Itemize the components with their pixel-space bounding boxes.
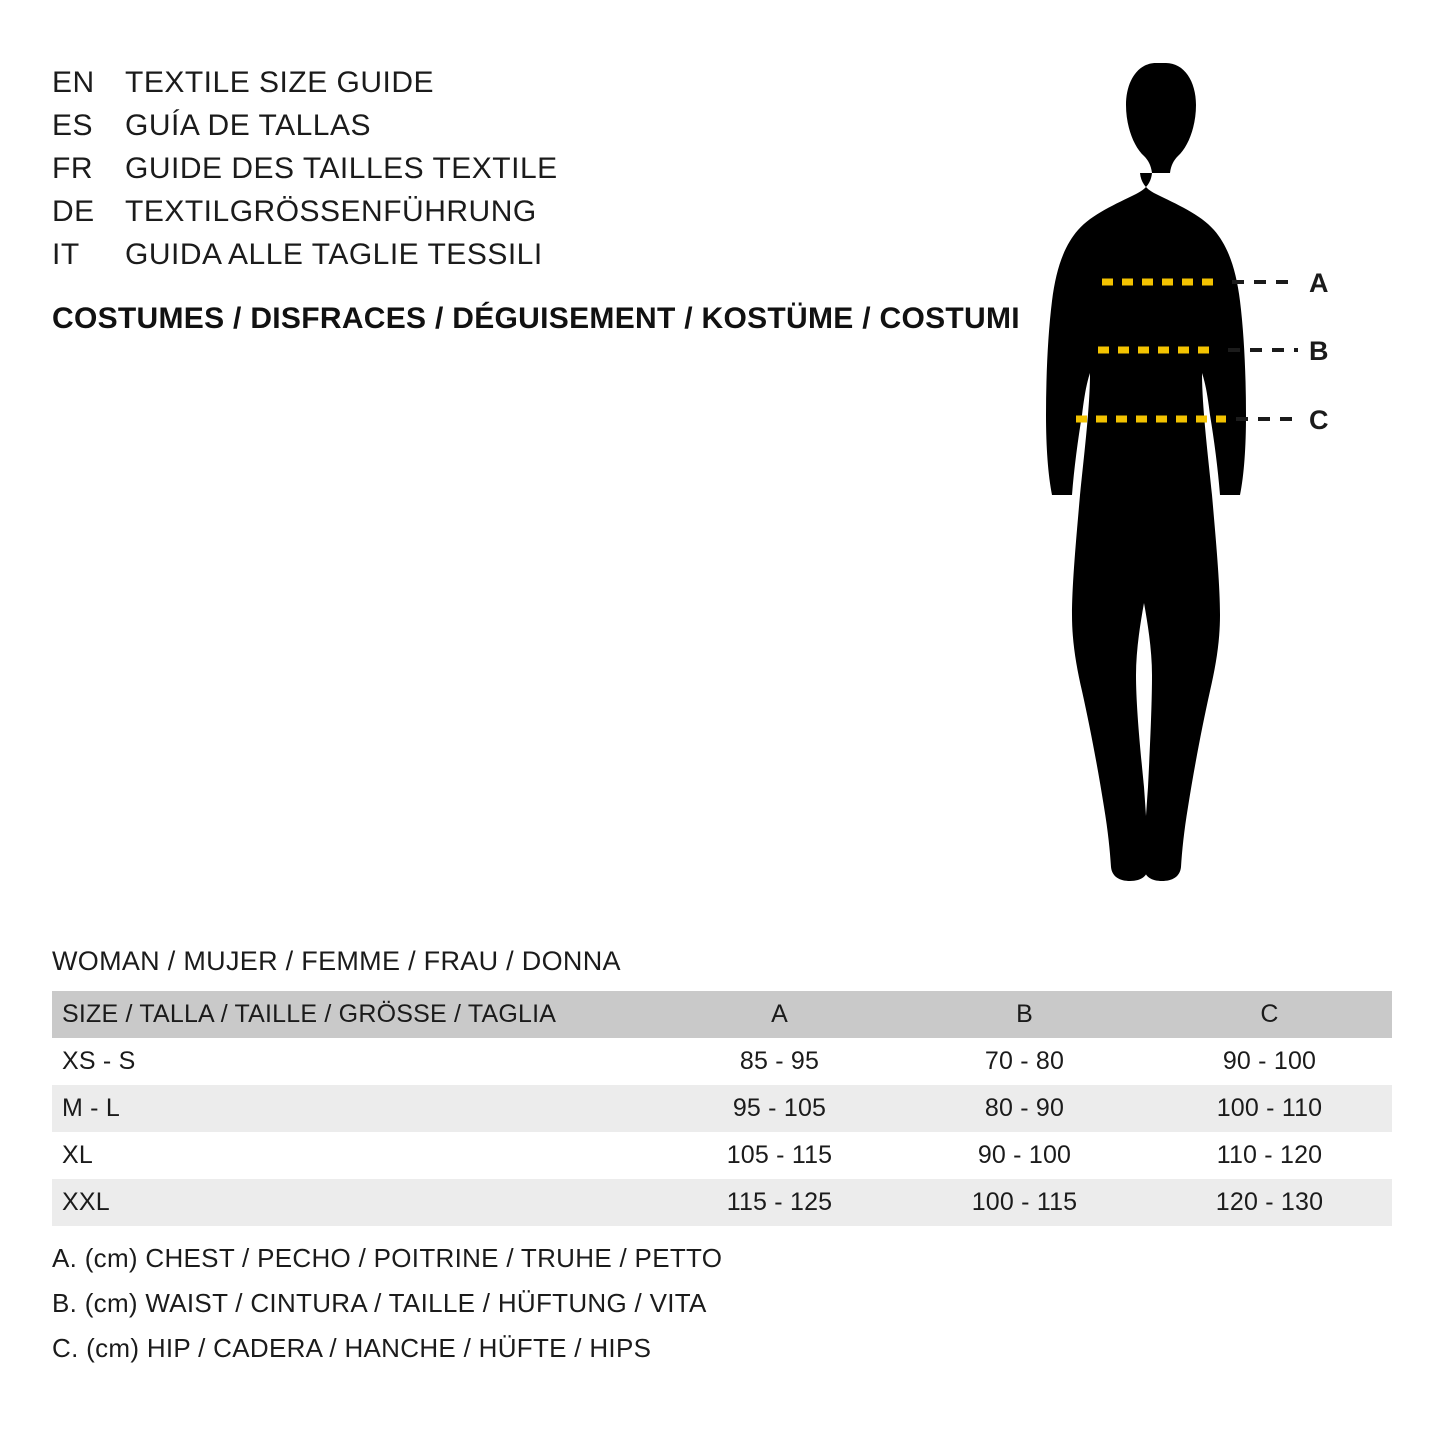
- column-header-a: A: [771, 1000, 788, 1028]
- silhouette-icon: [1020, 55, 1390, 895]
- column-header-size: SIZE / TALLA / TAILLE / GRÖSSE / TAGLIA: [62, 1000, 557, 1028]
- cell-size: XS - S: [62, 1047, 136, 1075]
- table-row: [52, 1085, 1392, 1132]
- table-row: [52, 1179, 1392, 1226]
- table-caption: WOMAN / MUJER / FEMME / FRAU / DONNA: [52, 946, 621, 976]
- language-code: IT: [52, 238, 80, 271]
- language-row: [52, 152, 1052, 186]
- marker-label-a: A: [1309, 268, 1329, 298]
- legend-item-waist: B. (cm) WAIST / CINTURA / TAILLE / HÜFTUNG / VITA: [52, 1288, 707, 1318]
- category-title: COSTUMES / DISFRACES / DÉGUISEMENT / KOSTÜME / COSTUMI: [52, 302, 1020, 335]
- legend-item-chest: A. (cm) CHEST / PECHO / POITRINE / TRUHE / PETTO: [52, 1243, 723, 1273]
- language-title: TEXTILGRÖSSENFÜHRUNG: [125, 195, 537, 228]
- cell-waist: 70 - 80: [984, 1047, 1065, 1075]
- cell-chest: 85 - 95: [739, 1047, 820, 1075]
- language-title: TEXTILE SIZE GUIDE: [125, 66, 435, 99]
- column-header-c: C: [1260, 1000, 1279, 1028]
- language-code: FR: [52, 152, 93, 185]
- measurement-legend: [52, 1243, 722, 1378]
- cell-chest: 115 - 125: [726, 1188, 833, 1216]
- column-header-b: B: [1016, 1000, 1033, 1028]
- marker-label-b: B: [1309, 336, 1329, 366]
- language-row: [52, 66, 1052, 100]
- table-row: [52, 1132, 1392, 1179]
- marker-label-c: C: [1309, 405, 1329, 435]
- size-table-section: [52, 946, 1382, 1226]
- cell-waist: 90 - 100: [977, 1141, 1072, 1169]
- size-table: [52, 991, 1392, 1226]
- language-title: GUIDA ALLE TAGLIE TESSILI: [125, 238, 543, 271]
- language-row: [52, 195, 1052, 229]
- cell-size: XL: [62, 1141, 93, 1169]
- cell-chest: 95 - 105: [732, 1094, 827, 1122]
- language-row: [52, 238, 1052, 272]
- female-silhouette-figure: [1020, 55, 1390, 895]
- language-title: GUÍA DE TALLAS: [125, 109, 371, 142]
- cell-size: M - L: [62, 1094, 120, 1122]
- cell-waist: 100 - 115: [971, 1188, 1078, 1216]
- cell-size: XXL: [62, 1188, 110, 1216]
- language-title: GUIDE DES TAILLES TEXTILE: [125, 152, 558, 185]
- table-row: [52, 1038, 1392, 1085]
- language-code: DE: [52, 195, 95, 228]
- table-header-row: [52, 991, 1392, 1038]
- language-row: [52, 109, 1052, 143]
- legend-item-hip: C. (cm) HIP / CADERA / HANCHE / HÜFTE / HIPS: [52, 1333, 652, 1363]
- language-code: ES: [52, 109, 94, 142]
- cell-hip: 110 - 120: [1216, 1141, 1323, 1169]
- cell-hip: 100 - 110: [1216, 1094, 1323, 1122]
- cell-hip: 90 - 100: [1222, 1047, 1317, 1075]
- cell-hip: 120 - 130: [1215, 1188, 1324, 1216]
- cell-waist: 80 - 90: [984, 1094, 1065, 1122]
- language-code: EN: [52, 66, 95, 99]
- language-header: [52, 66, 1052, 336]
- cell-chest: 105 - 115: [726, 1141, 833, 1169]
